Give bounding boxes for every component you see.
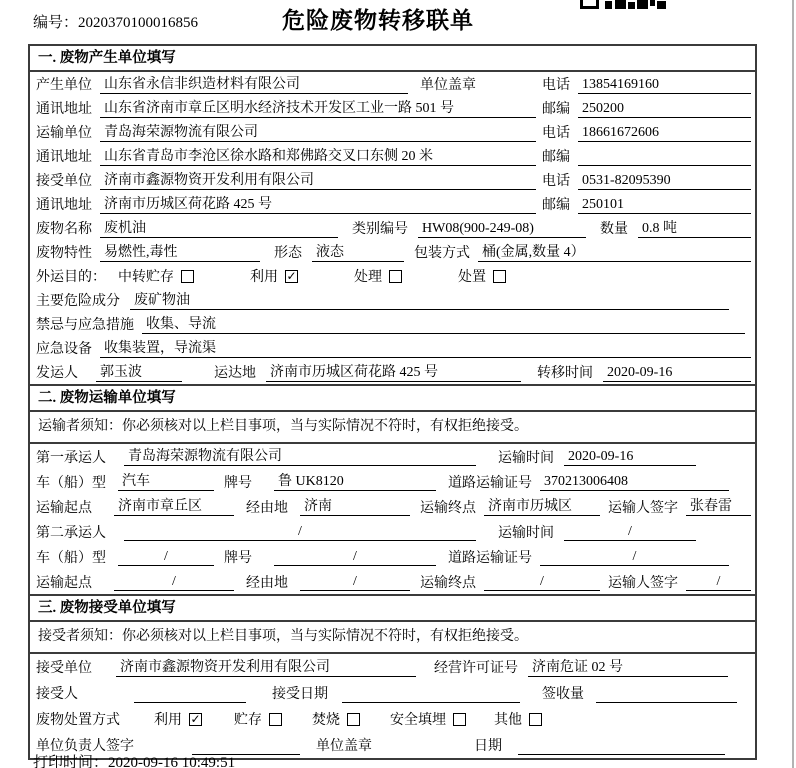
vehicle-row-2 <box>30 544 755 569</box>
vehicle-type-label: 车（船）型 <box>36 550 106 566</box>
section1-header: 一. 废物产生单位填写 <box>30 46 755 72</box>
outbound-purpose-row <box>30 264 755 288</box>
transporter-unit-label: 运输单位 <box>36 126 92 141</box>
responsible-signature-label: 单位负责人签字 <box>36 739 134 754</box>
disposal-incinerate-checkbox <box>347 713 360 726</box>
origin-value: 济南市章丘区 <box>114 497 234 516</box>
via-value: 济南 <box>300 497 410 516</box>
disposal-landfill-option <box>390 709 466 729</box>
producer-address-row <box>30 96 755 120</box>
disposal-method-label: 废物处置方式 <box>36 713 120 728</box>
waste-name-row <box>30 216 755 240</box>
terminus-label: 运输终点 <box>420 575 476 591</box>
transport-time-label: 运输时间 <box>498 525 554 541</box>
disposal-other-label: 其他 <box>494 713 522 728</box>
category-code-value: HW08(900-249-08) <box>418 219 586 238</box>
producer-address-value: 山东省济南市章丘区明水经济技术开发区工业一路 501 号 <box>100 99 536 118</box>
disposal-landfill-checkbox <box>453 713 466 726</box>
row-left <box>36 122 536 142</box>
destination-label: 运达地 <box>214 366 256 381</box>
row-left <box>36 170 536 190</box>
carrier-signature-2-value: / <box>686 572 751 591</box>
row-left <box>36 98 536 118</box>
receiver-address-row <box>30 192 755 216</box>
route-row-1 <box>30 494 755 519</box>
transporter-notice: 运输者须知：你必须核对以上栏目事项，当与实际情况不符时，有权拒绝接受。 <box>30 412 755 444</box>
form-state-label: 形态 <box>274 246 302 261</box>
utilize-label: 利用 <box>250 270 278 285</box>
disposal-utilize-label: 利用 <box>154 713 182 728</box>
receiving-unit-value: 济南市鑫源物资开发利用有限公司 <box>116 658 416 677</box>
origin-label: 运输起点 <box>36 500 92 516</box>
received-amount-label: 签收量 <box>542 687 584 702</box>
emergency-equipment-label: 应急设备 <box>36 342 92 357</box>
disposal-incinerate-label: 焚烧 <box>312 713 340 728</box>
packaging-label: 包装方式 <box>414 246 470 261</box>
date-label: 日期 <box>474 739 502 754</box>
page-title: 危险废物转移联单 <box>282 8 474 33</box>
road-permit-label: 道路运输证号 <box>448 475 532 491</box>
receive-date-value <box>342 684 520 703</box>
unit-seal-label: 单位盖章 <box>316 739 372 754</box>
unit-seal-label: 单位盖章 <box>420 78 476 93</box>
emergency-equipment-row <box>30 336 755 360</box>
receiver-unit-row <box>30 168 755 192</box>
transporter-phone-value: 18661672606 <box>578 123 751 142</box>
section-receiver <box>30 594 755 758</box>
qr-code-icon <box>580 0 668 10</box>
transfer-storage-label: 中转贮存 <box>118 270 174 285</box>
main-hazard-row <box>30 288 755 312</box>
consignor-row <box>30 360 755 384</box>
receiver-person-value <box>134 684 246 703</box>
transporter-unit-row <box>30 120 755 144</box>
vehicle-type-2-value: / <box>118 547 214 566</box>
receiving-unit-row <box>30 654 755 680</box>
producer-unit-label: 产生单位 <box>36 78 92 93</box>
receiving-unit-label: 接受单位 <box>36 661 92 676</box>
via-2-value: / <box>300 572 410 591</box>
row-left <box>36 146 536 166</box>
outbound-purpose-label: 外运目的： <box>36 270 106 285</box>
treat-option <box>354 266 402 286</box>
section3-header: 三. 废物接受单位填写 <box>30 596 755 622</box>
receiver-address-label: 通讯地址 <box>36 198 92 213</box>
emergency-measures-value: 收集、导流 <box>142 315 745 334</box>
section-transporter <box>30 384 755 594</box>
vehicle-row-1 <box>30 469 755 494</box>
producer-phone-value: 13854169160 <box>578 75 751 94</box>
disposal-utilize-option <box>154 709 202 729</box>
emergency-measures-row <box>30 312 755 336</box>
date-value <box>518 736 725 755</box>
dispose-label: 处置 <box>458 270 486 285</box>
second-carrier-row <box>30 519 755 544</box>
serial-value: 2020370100016856 <box>78 15 199 31</box>
terminus-value: 济南市历城区 <box>484 497 600 516</box>
disposal-landfill-label: 安全填埋 <box>390 713 446 728</box>
postcode-label: 邮编 <box>542 198 570 213</box>
print-time-value: 2020-09-16 10:49:51 <box>108 755 236 768</box>
emergency-equipment-value: 收集装置，导流渠 <box>100 339 751 358</box>
receiver-postcode-value: 250101 <box>578 195 751 214</box>
producer-unit-value: 山东省永信非织造材料有限公司 <box>100 75 408 94</box>
disposal-incinerate-option <box>312 709 360 729</box>
license-number-value: 济南危证 02 号 <box>528 658 728 677</box>
disposal-utilize-checkbox: ✓ <box>190 711 201 726</box>
section2-header: 二. 废物运输单位填写 <box>30 386 755 412</box>
transfer-form-table <box>28 44 757 760</box>
via-label: 经由地 <box>246 575 288 591</box>
receiver-notice: 接受者须知：你必须核对以上栏目事项，当与实际情况不符时，有权拒绝接受。 <box>30 622 755 654</box>
first-carrier-value: 青岛海荣源物流有限公司 <box>124 447 476 466</box>
vehicle-type-label: 车（船）型 <box>36 475 106 491</box>
treat-label: 处理 <box>354 270 382 285</box>
treat-checkbox <box>389 270 402 283</box>
utilize-option <box>250 266 298 286</box>
disposal-storage-checkbox <box>269 713 282 726</box>
transfer-storage-option <box>118 266 194 286</box>
license-number-label: 经营许可证号 <box>434 661 518 676</box>
origin-2-value: / <box>114 572 234 591</box>
destination-value: 济南市历城区荷花路 425 号 <box>266 363 521 382</box>
road-permit-label: 道路运输证号 <box>448 550 532 566</box>
main-hazard-value: 废矿物油 <box>130 291 729 310</box>
disposal-storage-option <box>234 709 282 729</box>
transporter-address-value: 山东省青岛市李沧区徐水路和郑佛路交叉口东侧 20 米 <box>100 147 536 166</box>
waste-characteristics-row <box>30 240 755 264</box>
first-carrier-row <box>30 444 755 469</box>
producer-postcode-value: 250200 <box>578 99 751 118</box>
print-time <box>33 751 235 768</box>
consignor-label: 发运人 <box>36 366 78 381</box>
plate-number-label: 牌号 <box>224 475 252 491</box>
transfer-date-label: 转移时间 <box>537 366 593 381</box>
vehicle-type-value: 汽车 <box>118 472 214 491</box>
disposal-other-checkbox <box>529 713 542 726</box>
plate-number-2-value: / <box>274 547 436 566</box>
postcode-label: 邮编 <box>542 150 570 165</box>
second-carrier-value: / <box>124 522 476 541</box>
waste-characteristics-value: 易燃性,毒性 <box>100 243 260 262</box>
transfer-date-value: 2020-09-16 <box>603 363 751 382</box>
plate-number-label: 牌号 <box>224 550 252 566</box>
receiver-phone-value: 0531-82095390 <box>578 171 751 190</box>
phone-label: 电话 <box>542 126 570 141</box>
transporter-unit-value: 青岛海荣源物流有限公司 <box>100 123 536 142</box>
first-carrier-label: 第一承运人 <box>36 450 106 466</box>
transporter-address-label: 通讯地址 <box>36 150 92 165</box>
carrier-signature-label: 运输人签字 <box>608 575 678 591</box>
via-label: 经由地 <box>246 500 288 516</box>
receiver-address-value: 济南市历城区荷花路 425 号 <box>100 195 536 214</box>
waste-name-label: 废物名称 <box>36 222 92 237</box>
terminus-label: 运输终点 <box>420 500 476 516</box>
producer-address-label: 通讯地址 <box>36 102 92 117</box>
postcode-label: 邮编 <box>542 102 570 117</box>
carrier-signature-label: 运输人签字 <box>608 500 678 516</box>
receive-date-label: 接受日期 <box>272 687 328 702</box>
origin-label: 运输起点 <box>36 575 92 591</box>
phone-label: 电话 <box>542 78 570 93</box>
print-time-label: 打印时间： <box>33 755 109 768</box>
serial-label: 编号： <box>33 15 79 31</box>
transporter-address-row <box>30 144 755 168</box>
received-amount-value <box>596 684 737 703</box>
transport-time-label: 运输时间 <box>498 450 554 466</box>
category-code-label: 类别编号 <box>352 222 408 237</box>
quantity-label: 数量 <box>600 222 628 237</box>
packaging-value: 桶(金属,数量 4） <box>478 243 751 262</box>
row-left <box>36 74 536 94</box>
main-hazard-label: 主要危险成分 <box>36 294 120 309</box>
emergency-measures-label: 禁忌与应急措施 <box>36 318 134 333</box>
producer-unit-row <box>30 72 755 96</box>
waste-characteristics-label: 废物特性 <box>36 246 92 261</box>
dispose-option <box>458 266 506 286</box>
plate-number-value: 鲁 UK8120 <box>274 472 436 491</box>
route-row-2 <box>30 569 755 594</box>
disposal-other-option <box>494 709 542 729</box>
transfer-storage-checkbox <box>181 270 194 283</box>
utilize-checkbox: ✓ <box>286 268 297 283</box>
consignor-value: 郭玉波 <box>96 363 182 382</box>
road-permit-2-value: / <box>540 547 729 566</box>
section-producer <box>30 46 755 384</box>
receiver-unit-value: 济南市鑫源物资开发利用有限公司 <box>100 171 536 190</box>
disposal-method-row <box>30 706 755 732</box>
receiver-unit-label: 接受单位 <box>36 174 92 189</box>
page-edge-line <box>792 0 794 768</box>
quantity-value: 0.8 吨 <box>638 219 751 238</box>
dispose-checkbox <box>493 270 506 283</box>
carrier-signature-value: 张春雷 <box>686 497 751 516</box>
row-left <box>36 194 536 214</box>
terminus-2-value: / <box>484 572 600 591</box>
disposal-storage-label: 贮存 <box>234 713 262 728</box>
road-permit-value: 370213006408 <box>540 472 729 491</box>
transporter-postcode-value <box>578 147 751 166</box>
phone-label: 电话 <box>542 174 570 189</box>
receiver-person-label: 接受人 <box>36 687 78 702</box>
second-carrier-label: 第二承运人 <box>36 525 106 541</box>
waste-name-value: 废机油 <box>100 219 338 238</box>
transport-time-value: 2020-09-16 <box>564 447 696 466</box>
form-state-value: 液态 <box>312 243 404 262</box>
receiver-person-row <box>30 680 755 706</box>
transport-time-2-value: / <box>564 522 696 541</box>
